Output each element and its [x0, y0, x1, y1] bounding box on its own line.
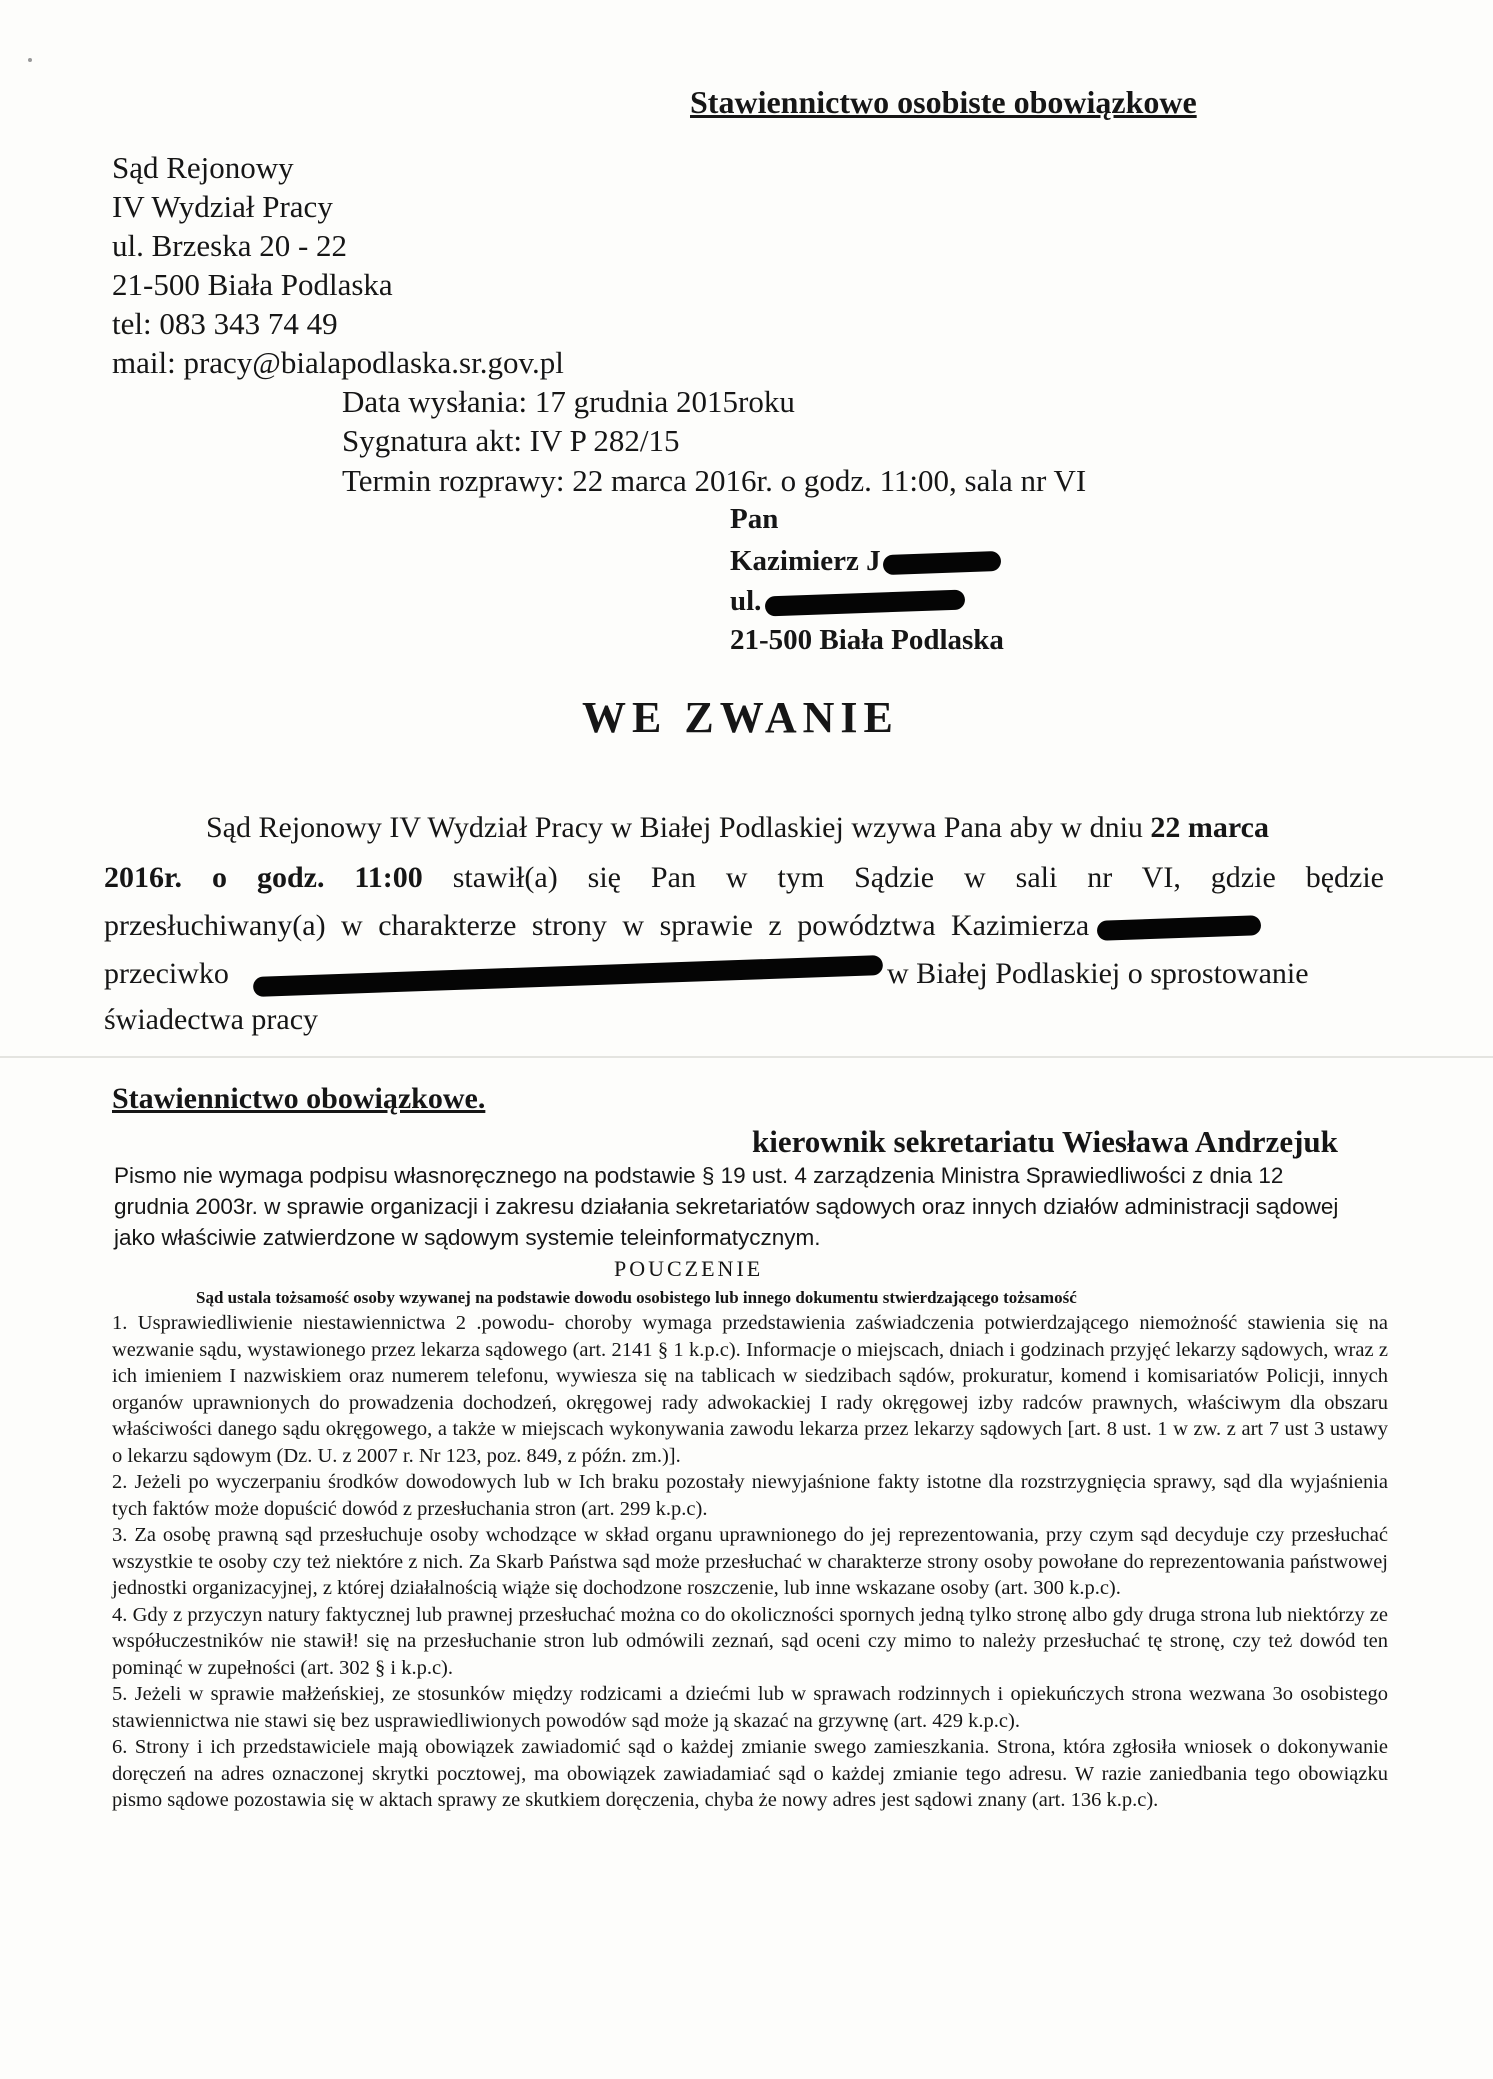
- recipient-city: 21-500 Biała Podlaska: [730, 624, 1004, 656]
- court-city: 21-500 Biała Podlaska: [112, 267, 393, 302]
- court-name: Sąd Rejonowy: [112, 150, 294, 185]
- court-email: mail: pracy@bialapodlaska.sr.gov.pl: [112, 345, 564, 380]
- recipient-street-text: ul.: [730, 585, 762, 617]
- instruction-item: 2. Jeżeli po wyczerpaniu środków dowodowych lub w Ich braku pozostały niewyjaśnione fakty istotne dla rozstrzygnięcia sprawy, sąd dla wyjaśnienia tych faktów może dopuścić dowód z przesłuchania stron (art. 299 k.p.c).: [112, 1471, 1388, 1520]
- court-street: ul. Brzeska 20 - 22: [112, 228, 348, 263]
- body-text: stawił(a) się Pan w tym Sądzie w sali nr VI, gdzie będzie: [452, 861, 1384, 894]
- court-division: IV Wydział Pracy: [112, 189, 333, 224]
- redaction-mark: [1097, 915, 1262, 941]
- recipient-street: [730, 585, 965, 618]
- summons-heading: WE ZWANIE: [582, 693, 899, 742]
- body-time: 2016r. o godz. 11:00: [104, 861, 423, 894]
- court-phone: tel: 083 343 74 49: [112, 306, 338, 341]
- signature-notice: Pismo nie wymaga podpisu własnoręcznego na podstawie § 19 ust. 4 zarządzenia Ministra Sprawiedliwości z dnia 12 grudnia 2003r. w sprawie organizacji i zakresu działania sekretariatów sądowych oraz innych działów administracji sądowej jako właściwie zatwierdzone w sądowym systemie teleinformatycznym.: [114, 1163, 1339, 1250]
- secretariat-head: kierownik sekretariatu Wiesława Andrzejuk: [752, 1124, 1338, 1159]
- instruction-item: 4. Gdy z przyczyn natury faktycznej lub prawnej przesłuchać można co do okoliczności spornych jedną tylko stronę albo gdy druga strona lub niektórzy ze współuczestników nie stawił! się na przesłuchanie stron lub odmówili zeznań, sąd oceni czy mimo to należy przesłuchać tę stronę, czy też dowód ten pominąć w zupełności (art. 302 § i k.p.c).: [112, 1603, 1388, 1679]
- instruction-item: 6. Strony i ich przedstawiciele mają obowiązek zawiadomić sąd o każdej zmianie swego zamieszkania. Strona, która zgłosiła wniosek o dokonywanie doręczeń na adres oznaczonej skrytki pocztowej, ma obowiązek zawiadamiać sąd o każdej zmianie tego adresu. W razie zaniedbania tego obowiązku pismo sądowe pozostawia się w aktach sprawy ze skutkiem doręczenia, chyba że nowy adres jest sądowi znany (art. 136 k.p.c).: [112, 1736, 1388, 1811]
- instructions-list: [112, 1310, 1388, 1814]
- redaction-mark: [253, 955, 883, 997]
- body-text: w Białej Podlaskiej o sprostowanie: [886, 957, 1309, 990]
- body-line-1: [206, 808, 1386, 848]
- identity-note: Sąd ustala tożsamość osoby wzywanej na podstawie dowodu osobistego lub innego dokumentu stwierdzającego tożsamość: [196, 1288, 1077, 1307]
- recipient-name: [730, 545, 1001, 578]
- case-signature: Sygnatura akt: IV P 282/15: [342, 423, 680, 458]
- instruction-item: 3. Za osobę prawną sąd przesłuchuje osoby wchodzące w skład organu uprawnionego do jej reprezentowania, przy czym sąd decyduje czy przesłuchać wszystkie te osoby czy też niektóre z nich. Za Skarb Państwa sąd może przesłuchać w charakterze strony osoby powołane do reprezentowania państwowej jednostki organizacyjnej, z której działalnością wiąże się dochodzone roszczenie, lub inne wskazane osoby (art. 300 k.p.c).: [112, 1524, 1388, 1599]
- hearing-date: Termin rozprawy: 22 marca 2016r. o godz. 11:00, sala nr VI: [342, 463, 1087, 498]
- mandatory-attendance-note: Stawiennictwo obowiązkowe.: [112, 1082, 486, 1115]
- redaction-mark: [765, 590, 966, 617]
- body-text: Sąd Rejonowy IV Wydział Pracy w Białej Podlaskiej wzywa Pana aby w dniu: [206, 811, 1143, 844]
- body-line-3: [104, 906, 1384, 946]
- instructions-heading: POUCZENIE: [614, 1256, 764, 1281]
- body-text: przesłuchiwany(a) w charakterze strony w sprawie z powództwa Kazimierza: [104, 909, 1090, 942]
- body-line-5: świadectwa pracy: [104, 1003, 319, 1036]
- body-date: 22 marca: [1150, 811, 1270, 844]
- recipient-title: Pan: [730, 503, 779, 535]
- scan-speck: [28, 58, 32, 62]
- recipient-name-text: Kazimierz J: [730, 545, 881, 577]
- mandatory-attendance-title: Stawiennictwo osobiste obowiązkowe: [690, 84, 1197, 120]
- body-line-2: [104, 858, 1384, 898]
- redaction-mark: [882, 551, 1001, 575]
- instruction-item: 1. Usprawiedliwienie niestawiennictwa 2 .powodu- choroby wymaga przedstawienia zaświadczenia potwierdzającego niemożność stawienia się na wezwanie sądu, wystawionego przez lekarza sądowego (art. 2141 § 1 k.p.c). Informacje o miejscach, dniach i godzinach przyjęć lekarzy sądowych, wraz z ich imieniem I nazwiskiem oraz numerem telefonu, wywiesza się na tablicach w siedzibach sądów, prokuratur, komend i komisariatów Policji, innych organów uprawnionych do prowadzenia dochodzeń, okręgowej rady adwokackiej I rady okręgowej izby radców prawnych, właściwym dla obszaru właściwości danego sądu okręgowego, a także w miejscach wykonywania zawodu lekarza przez lekarzy sądowych [art. 8 ust. 1 w zw. z art 7 ust 3 ustawy o lekarzu sądowym (Dz. U. z 2007 r. Nr 123, poz. 849, z późn. zm.)].: [112, 1312, 1388, 1467]
- body-text: przeciwko: [104, 957, 229, 990]
- paper-fold-line: [0, 1056, 1493, 1058]
- instruction-item: 5. Jeżeli w sprawie małżeńskiej, ze stosunków między rodzicami a dziećmi lub w sprawach rodzinnych i opiekuńczych strona wezwana 3o osobistego stawiennictwa nie stawi się bez usprawiedliwionych powodów sąd może ją skazać na grzywnę (art. 429 k.p.c).: [112, 1683, 1388, 1732]
- send-date: Data wysłania: 17 grudnia 2015roku: [342, 384, 795, 419]
- body-line-4: [104, 954, 1384, 994]
